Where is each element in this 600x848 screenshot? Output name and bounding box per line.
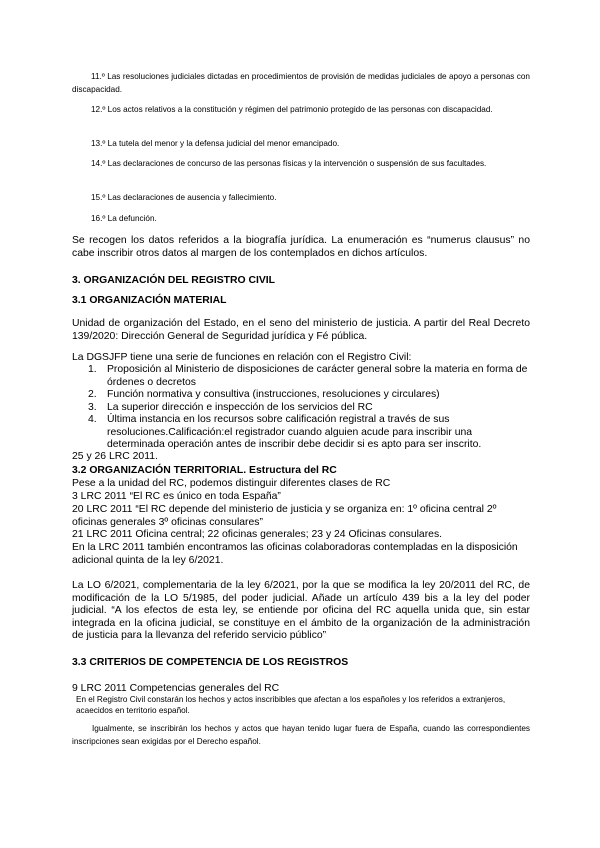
lrc-25-26: 25 y 26 LRC 2011. <box>72 451 158 462</box>
territorial-line: En la LRC 2011 también encontramos las oficinas colaboradoras contempladas en la disposición adicional quinta de la ley 6/2021. <box>72 542 518 566</box>
list-item <box>72 414 530 452</box>
dgsjfp-intro: La DGSJFP tiene una serie de funciones en relación con el Registro Civil: <box>72 352 412 363</box>
list-number: 1. <box>88 364 97 375</box>
list-text: Proposición al Ministerio de disposiciones de carácter general sobre la materia en forma de órdenes o decretos <box>107 364 528 388</box>
lo-2021-paragraph: La LO 6/2021, complementaria de la ley 6/2021, por la que se modifica la ley 20/2011 del RC, de modificación de la LO 5/1985, del poder judicial. Añade un artículo 439 bis a la ley del poder judicial. “A los efectos de esta ley, se entiende por oficina del RC aquella unida que, sin estar integrada en la oficina judicial, se constituye en el ámbito de la organización de la administración de justicia para la llevanza del referido servicio público” <box>72 580 530 641</box>
section-3-2-heading: 3.2 ORGANIZACIÓN TERRITORIAL. Estructura del RC <box>72 465 337 476</box>
igualmente-paragraph: Igualmente, se inscribirán los hechos y actos que hayan tenido lugar fuera de España, cuando las correspondientes inscripciones sean exigidas por el Derecho español. <box>72 724 530 746</box>
list-item <box>72 364 530 389</box>
territorial-line: 21 LRC 2011 Oficina central; 22 oficinas generales; 23 y 24 Oficinas consulares. <box>72 529 443 540</box>
section-3-1-heading: 3.1 ORGANIZACIÓN MATERIAL <box>72 295 227 306</box>
list-text: Función normativa y consultiva (instrucciones, resoluciones y circulares) <box>107 389 440 400</box>
section-3-heading: 3. ORGANIZACIÓN DEL REGISTRO CIVIL <box>72 275 276 286</box>
lrc-9: 9 LRC 2011 Competencias generales del RC <box>72 683 280 694</box>
territorial-line: Pese a la unidad del RC, podemos distinguir diferentes clases de RC <box>72 478 391 489</box>
list-item <box>72 402 530 415</box>
item-15: 15.º Las declaraciones de ausencia y fallecimiento. <box>91 193 277 202</box>
section-3-3-heading: 3.3 CRITERIOS DE COMPETENCIA DE LOS REGISTROS <box>72 657 349 668</box>
list-text: La superior dirección e inspección de los servicios del RC <box>107 401 373 413</box>
territorial-line: 20 LRC 2011 “El RC depende del ministerio de justicia y se organiza en: 1º oficina central 2º oficinas generales 3º oficinas consulares” <box>72 504 497 528</box>
constaran-paragraph: En el Registro Civil constarán los hechos y actos inscribibles que afectan a los españoles y los referidos a extranjeros, acaecidos en territorio español. <box>76 695 506 715</box>
unidad-paragraph: Unidad de organización del Estado, en el seno del ministerio de justicia. A partir del Real Decreto 139/2020: Dirección General de Seguridad jurídica y Fé pública. <box>72 318 530 342</box>
list-number: 3. <box>88 401 97 413</box>
list-item <box>72 389 530 402</box>
functions-list <box>72 364 530 452</box>
list-number: 4. <box>88 414 97 425</box>
item-16: 16.º La defunción. <box>91 214 157 223</box>
item-11: 11.º Las resoluciones judiciales dictadas en procedimientos de provisión de medidas judiciales de apoyo a personas con discapacidad. <box>72 72 530 94</box>
item-13: 13.º La tutela del menor y la defensa judicial del menor emancipado. <box>91 139 340 148</box>
territorial-line: 3 LRC 2011 “El RC es único en toda España” <box>72 491 281 502</box>
list-text: Última instancia en los recursos sobre calificación registral a través de sus resoluciones.Calificación:el registrador cuando alguien acude para inscribir una determinada operación antes de inscribir debe decidir si es apto para ser inscrito. <box>107 414 482 450</box>
item-12: 12.º Los actos relativos a la constitución y régimen del patrimonio protegido de las personas con discapacidad. <box>91 105 493 114</box>
item-14: 14.º Las declaraciones de concurso de las personas físicas y la intervención o suspensión de sus facultades. <box>91 159 487 168</box>
list-number: 2. <box>88 389 97 400</box>
numerus-clausus-paragraph: Se recogen los datos referidos a la biografía jurídica. La enumeración es “numerus clausus” no cabe inscribir otros datos al margen de los contemplados en dichos artículos. <box>72 235 530 259</box>
